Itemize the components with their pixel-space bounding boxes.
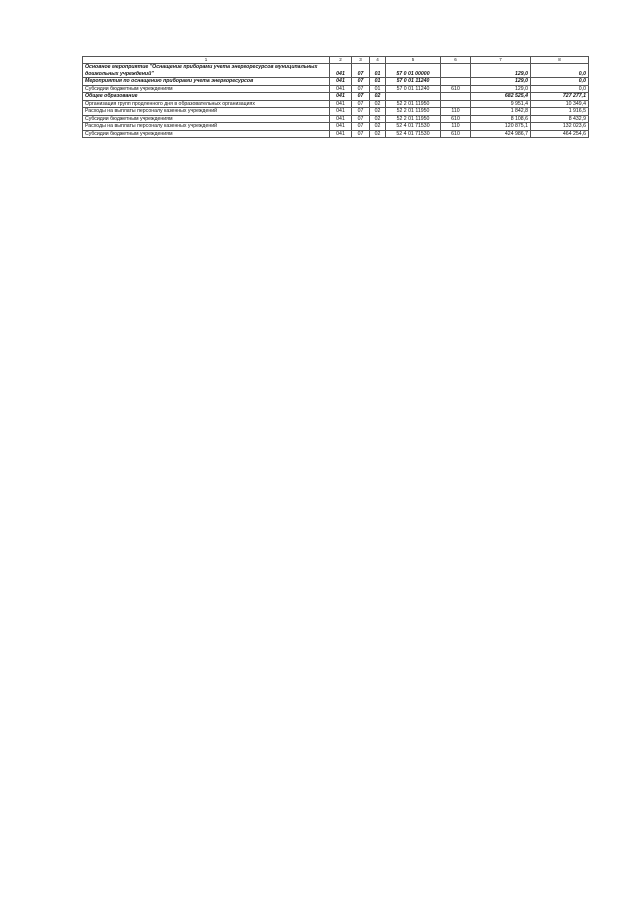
amount-year-1: 424 986,7 bbox=[471, 130, 531, 138]
subsection-code: 02 bbox=[370, 130, 386, 138]
subsection-code: 01 bbox=[370, 85, 386, 93]
section-code: 07 bbox=[352, 115, 370, 123]
column-number: 2 bbox=[330, 57, 352, 64]
amount-year-2: 0,0 bbox=[531, 64, 589, 78]
ministry-code: 041 bbox=[330, 93, 352, 101]
amount-year-1: 8 108,6 bbox=[471, 115, 531, 123]
subsection-code: 01 bbox=[370, 78, 386, 86]
column-number: 5 bbox=[386, 57, 441, 64]
target-article-code: 57 0 01 00000 bbox=[386, 64, 441, 78]
row-name: Субсидии бюджетным учреждениям bbox=[83, 130, 330, 138]
target-article-code: 52 4 01 71530 bbox=[386, 130, 441, 138]
table-row bbox=[83, 115, 589, 123]
amount-year-1: 129,0 bbox=[471, 64, 531, 78]
section-code: 07 bbox=[352, 78, 370, 86]
section-code: 07 bbox=[352, 130, 370, 138]
amount-year-1: 129,0 bbox=[471, 85, 531, 93]
target-article-code: 52 2 01 11950 bbox=[386, 108, 441, 116]
ministry-code: 041 bbox=[330, 64, 352, 78]
amount-year-1: 9 951,4 bbox=[471, 100, 531, 108]
section-code: 07 bbox=[352, 85, 370, 93]
subsection-code: 02 bbox=[370, 93, 386, 101]
table-row bbox=[83, 130, 589, 138]
subsection-code: 02 bbox=[370, 123, 386, 131]
expense-type-code bbox=[441, 100, 471, 108]
ministry-code: 041 bbox=[330, 108, 352, 116]
budget-table bbox=[82, 56, 589, 138]
section-code: 07 bbox=[352, 108, 370, 116]
amount-year-2: 10 349,4 bbox=[531, 100, 589, 108]
column-number: 4 bbox=[370, 57, 386, 64]
table-row bbox=[83, 123, 589, 131]
column-number: 3 bbox=[352, 57, 370, 64]
table-row bbox=[83, 93, 589, 101]
subsection-code: 01 bbox=[370, 64, 386, 78]
expense-type-code: 610 bbox=[441, 115, 471, 123]
column-number-row bbox=[83, 57, 589, 64]
amount-year-2: 8 432,9 bbox=[531, 115, 589, 123]
table-row bbox=[83, 108, 589, 116]
expense-type-code: 610 bbox=[441, 130, 471, 138]
expense-type-code bbox=[441, 64, 471, 78]
column-number: 6 bbox=[441, 57, 471, 64]
target-article-code: 52 2 01 11950 bbox=[386, 100, 441, 108]
row-name: Субсидии бюджетным учреждениям bbox=[83, 85, 330, 93]
column-number: 8 bbox=[531, 57, 589, 64]
section-code: 07 bbox=[352, 64, 370, 78]
row-name: Основное мероприятие "Оснащение приборами учета энергоресурсов муниципальных дошкольных учреждений" bbox=[83, 64, 330, 78]
amount-year-2: 1 916,5 bbox=[531, 108, 589, 116]
column-number: 1 bbox=[83, 57, 330, 64]
table-row bbox=[83, 85, 589, 93]
expense-type-code: 610 bbox=[441, 85, 471, 93]
table-row bbox=[83, 100, 589, 108]
ministry-code: 041 bbox=[330, 78, 352, 86]
subsection-code: 02 bbox=[370, 115, 386, 123]
amount-year-2: 727 277,1 bbox=[531, 93, 589, 101]
section-code: 07 bbox=[352, 100, 370, 108]
expense-type-code: 110 bbox=[441, 108, 471, 116]
row-name: Расходы на выплаты персоналу казенных учреждений bbox=[83, 108, 330, 116]
amount-year-2: 132 023,6 bbox=[531, 123, 589, 131]
column-number: 7 bbox=[471, 57, 531, 64]
section-code: 07 bbox=[352, 93, 370, 101]
amount-year-2: 0,0 bbox=[531, 85, 589, 93]
row-name: Мероприятия по оснащению приборами учета энергоресурсов bbox=[83, 78, 330, 86]
section-code: 07 bbox=[352, 123, 370, 131]
ministry-code: 041 bbox=[330, 123, 352, 131]
row-name: Субсидии бюджетным учреждениям bbox=[83, 115, 330, 123]
target-article-code: 52 2 01 11950 bbox=[386, 115, 441, 123]
table-row bbox=[83, 64, 589, 78]
target-article-code: 52 4 01 71530 bbox=[386, 123, 441, 131]
ministry-code: 041 bbox=[330, 130, 352, 138]
ministry-code: 041 bbox=[330, 115, 352, 123]
amount-year-2: 464 254,6 bbox=[531, 130, 589, 138]
row-name: Расходы на выплаты персоналу казенных учреждений bbox=[83, 123, 330, 131]
target-article-code: 57 0 01 11240 bbox=[386, 85, 441, 93]
row-name: Организация групп продленного дня в образовательных организациях bbox=[83, 100, 330, 108]
amount-year-1: 682 525,4 bbox=[471, 93, 531, 101]
ministry-code: 041 bbox=[330, 85, 352, 93]
target-article-code: 57 0 01 11240 bbox=[386, 78, 441, 86]
amount-year-1: 1 842,8 bbox=[471, 108, 531, 116]
subsection-code: 02 bbox=[370, 100, 386, 108]
ministry-code: 041 bbox=[330, 100, 352, 108]
amount-year-1: 129,0 bbox=[471, 78, 531, 86]
table-body bbox=[83, 57, 589, 138]
subsection-code: 02 bbox=[370, 108, 386, 116]
target-article-code bbox=[386, 93, 441, 101]
expense-type-code bbox=[441, 93, 471, 101]
amount-year-2: 0,0 bbox=[531, 78, 589, 86]
expense-type-code bbox=[441, 78, 471, 86]
expense-type-code: 110 bbox=[441, 123, 471, 131]
table-row bbox=[83, 78, 589, 86]
amount-year-1: 120 875,1 bbox=[471, 123, 531, 131]
row-name: Общее образование bbox=[83, 93, 330, 101]
